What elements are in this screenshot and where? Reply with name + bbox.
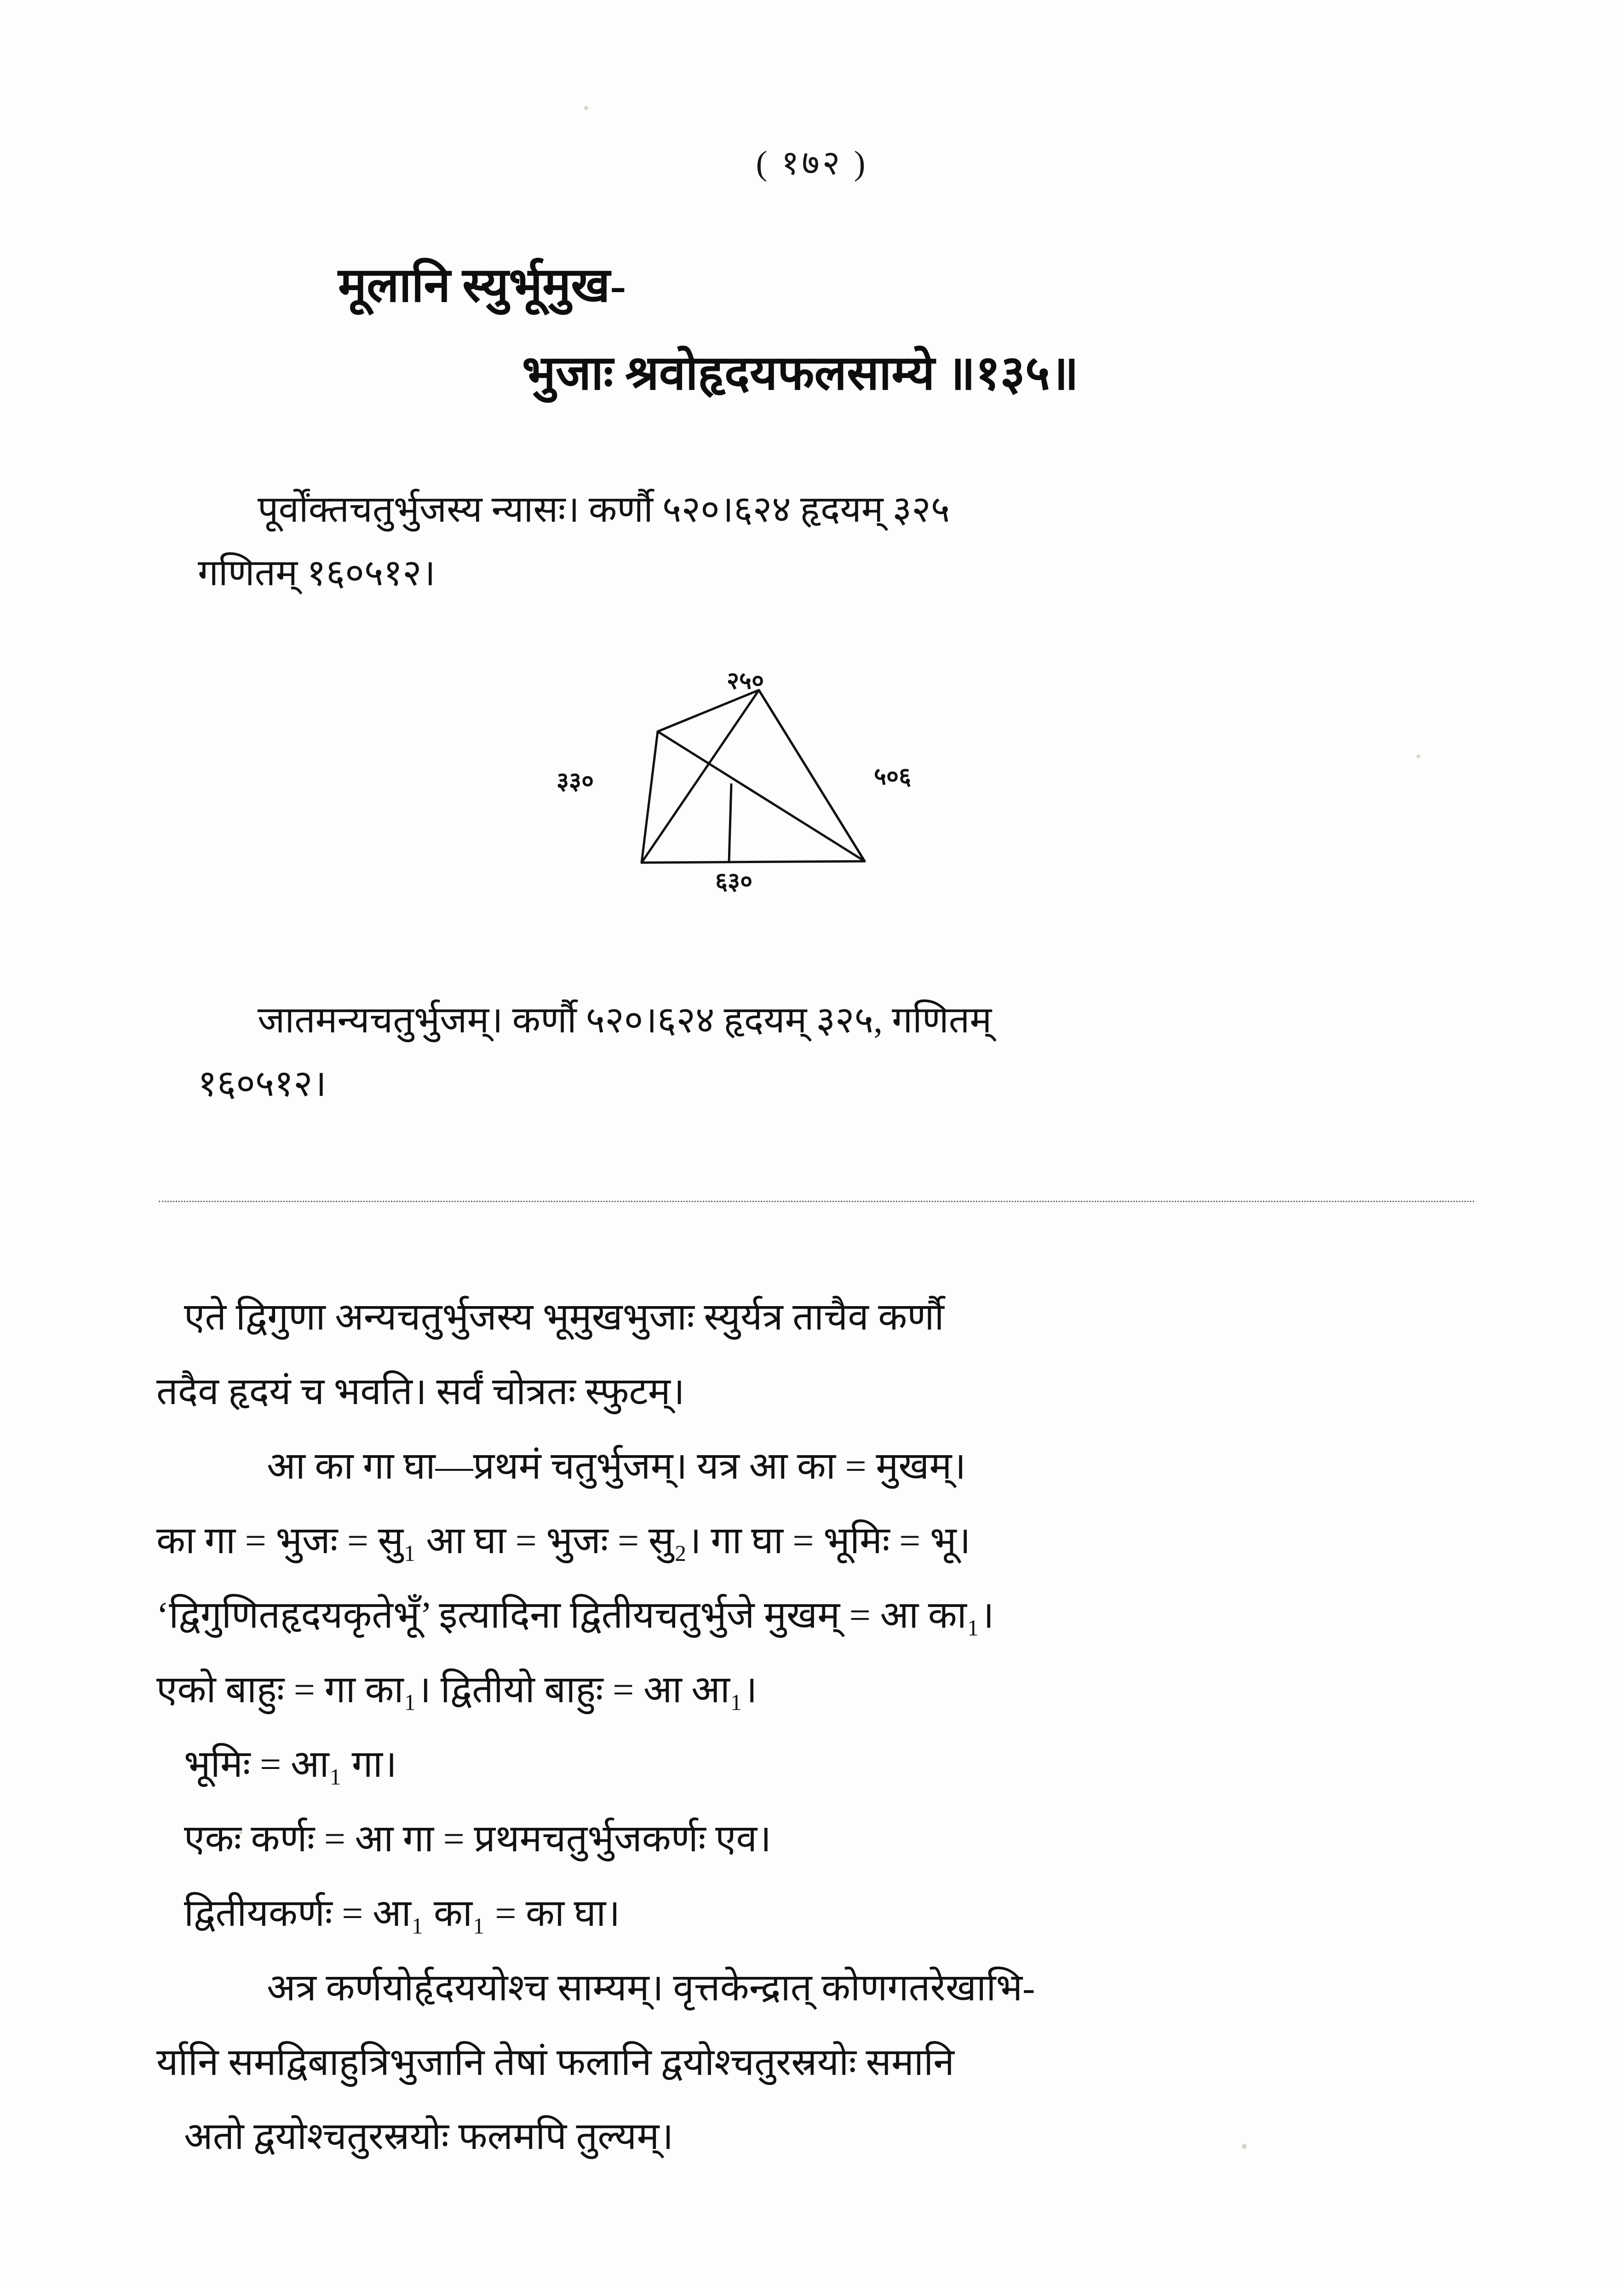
commentary-line: अतो द्वयोश्चतुरस्रयोः फलमपि तुल्यम्। (184, 2115, 674, 2158)
section-divider (159, 1201, 1474, 1202)
commentary-line: एकः कर्णः = आ गा = प्रथमचतुर्भुजकर्णः एव। (184, 1817, 772, 1860)
figure-label-left: ३३० (557, 768, 594, 795)
paper-speck (584, 106, 588, 110)
paragraph-jatam-line-1: जातमन्यचतुर्भुजम्। कर्णौ ५२०।६२४ हृदयम् ३२५, गणितम् (258, 1000, 992, 1041)
paragraph-jatam (198, 989, 1522, 1116)
commentary-line: ‘द्विगुणितहृदयकृतेभूँ’ इत्यादिना द्वितीयचतुर्भुजे मुखम् = आ का₁। (156, 1594, 994, 1636)
page-number: ( १७२ ) (756, 144, 868, 182)
paragraph-jatam-line-2: १६०५१२। (198, 1063, 327, 1104)
paragraph-nyasa-line-1: पूर्वोंक्तचतुर्भुजस्य न्यासः। कर्णौ ५२०।६२४ हृदयम् ३२५ (258, 490, 950, 530)
commentary-line: आ का गा घा—प्रथमं चतुर्भुजम्। यत्र आ का = मुखम्। (267, 1445, 966, 1487)
quadrilateral-diagram (557, 668, 966, 902)
paper-speck (1417, 755, 1420, 758)
figure-label-top: २५० (727, 668, 764, 694)
verse-block (338, 248, 1534, 410)
verse-line-1: मूलानि स्युर्भूमुख- (338, 259, 626, 312)
commentary-line: र्यानि समद्विबाहुत्रिभुजानि तेषां फलानि द्वयोश्चतुरस्रयोः समानि (156, 2041, 954, 2083)
paragraph-nyasa (198, 478, 1476, 605)
verse-line-2: भुजाः श्रवोहृदयफलसाम्ये ॥१३५॥ (522, 347, 1079, 400)
commentary-line: अत्र कर्णयोर्हृदययोश्च साम्यम्। वृत्तकेन्द्रात् कोणगतरेखाभि- (267, 1966, 1035, 2009)
commentary-line: एते द्विगुणा अन्यचतुर्भुजस्य भूमुखभुजाः स्युर्यत्र ताचैव कर्णौ (184, 1296, 944, 1338)
commentary-block (156, 1284, 1463, 2177)
figure-label-bottom: ६३० (715, 869, 753, 895)
commentary-line: का गा = भुजः = सु₁ आ घा = भुजः = सु₂। गा घा = भूमिः = भू। (156, 1519, 971, 1561)
figure-label-right: ५०६ (874, 764, 912, 790)
commentary-line: भूमिः = आ₁ गा। (184, 1743, 397, 1785)
paragraph-nyasa-line-2: गणितम् १६०५१२। (198, 553, 436, 593)
commentary-line: द्वितीयकर्णः = आ₁ का₁ = का घा। (184, 1892, 620, 1934)
commentary-line: तदैव हृदयं च भवति। सर्वं चोत्रतः स्फुटम्। (156, 1370, 685, 1412)
commentary-line: एको बाहुः = गा का₁। द्वितीयो बाहुः = आ आ₁। (156, 1668, 757, 1711)
